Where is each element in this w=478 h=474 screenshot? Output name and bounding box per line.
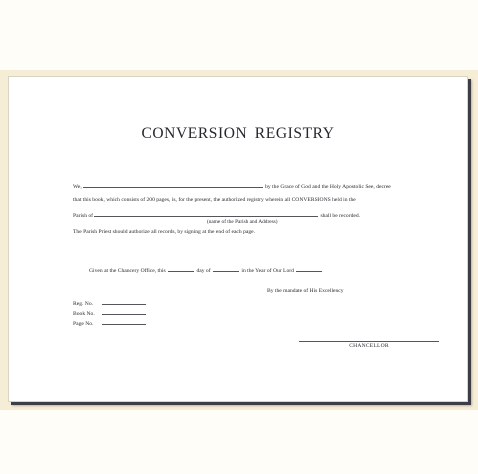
chancellor-label: CHANCELLOR xyxy=(349,343,389,349)
recorded-text: shall be recorded. xyxy=(320,213,361,219)
parish-caption: (name of the Parish and Address) xyxy=(207,219,278,225)
parish-field[interactable] xyxy=(94,210,318,217)
book-no-label: Book No. xyxy=(73,311,95,317)
bishop-name-field[interactable] xyxy=(83,181,263,188)
book-statement-line: that this book, which consists of 200 pages, is, for the present, the authorized registry wherein all CONVERSIONS held in the xyxy=(73,197,356,203)
given-text: Given at the Chancery Office, this xyxy=(89,268,166,274)
decree-line xyxy=(73,181,391,191)
year-field[interactable] xyxy=(296,265,322,272)
parish-label: Parish of xyxy=(73,213,94,219)
reg-no-row xyxy=(73,298,147,307)
reg-no-field[interactable] xyxy=(102,298,146,305)
decree-text: by the Grace of God and the Holy Apostolic See, decree xyxy=(265,184,391,190)
page-no-row xyxy=(73,318,147,327)
we-label: We, xyxy=(73,184,82,190)
signature-line[interactable] xyxy=(299,341,439,342)
month-field[interactable] xyxy=(213,265,239,272)
reg-no-label: Reg. No. xyxy=(73,301,94,307)
page-no-label: Page No. xyxy=(73,321,94,327)
registry-page xyxy=(8,76,468,402)
day-field[interactable] xyxy=(168,265,194,272)
year-text: in the Year of Our Lord xyxy=(241,268,294,274)
authorize-line: The Parish Priest should authorize all records, by signing at the end of each page. xyxy=(73,229,256,235)
page-no-field[interactable] xyxy=(102,318,146,325)
document-title: CONVERSION REGISTRY xyxy=(141,125,335,142)
given-line xyxy=(89,265,323,275)
book-no-field[interactable] xyxy=(102,308,146,315)
day-of-text: day of xyxy=(196,268,211,274)
mandate-text: By the mandate of His Excellency xyxy=(267,288,344,294)
book-no-row xyxy=(73,308,147,317)
